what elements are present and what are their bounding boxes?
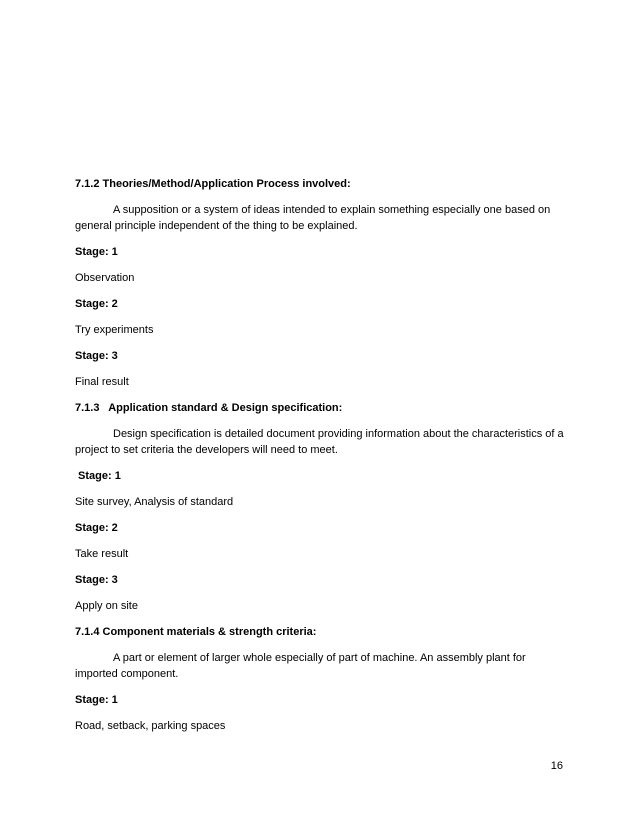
section-7-1-3	[75, 400, 570, 614]
stage-text: Road, setback, parking spaces	[75, 720, 226, 732]
section-heading: 7.1.3 Application standard & Design specification:	[75, 402, 343, 414]
stage-label: Stage: 2	[75, 522, 118, 534]
stage-label: Stage: 1	[75, 246, 118, 258]
stage-label: Stage: 3	[75, 350, 118, 362]
stage-text: Final result	[75, 376, 129, 388]
stage-text: Try experiments	[75, 324, 154, 336]
section-paragraph: A part or element of larger whole especially of part of machine. An assembly plant for imported component.	[75, 652, 526, 680]
stage-label: Stage: 1	[75, 694, 118, 706]
stage-label: Stage: 2	[75, 298, 118, 310]
section-7-1-2	[75, 176, 570, 390]
section-7-1-4	[75, 624, 570, 734]
section-paragraph: A supposition or a system of ideas intended to explain something especially one based on general principle independent of the thing to be explained.	[75, 204, 551, 232]
stage-label: Stage: 3	[75, 574, 118, 586]
section-heading: 7.1.2 Theories/Method/Application Process involved:	[75, 178, 351, 190]
stage-text: Observation	[75, 272, 135, 284]
page-number: 16	[550, 760, 563, 772]
section-paragraph: Design specification is detailed document providing information about the characteristics of a project to set criteria the developers will need to meet.	[75, 428, 564, 456]
stage-label: Stage: 1	[75, 470, 121, 482]
stage-text: Site survey, Analysis of standard	[75, 496, 234, 508]
stage-text: Apply on site	[75, 600, 138, 612]
stage-text: Take result	[75, 548, 129, 560]
page-body	[75, 176, 570, 744]
section-heading: 7.1.4 Component materials & strength criteria:	[75, 626, 317, 638]
